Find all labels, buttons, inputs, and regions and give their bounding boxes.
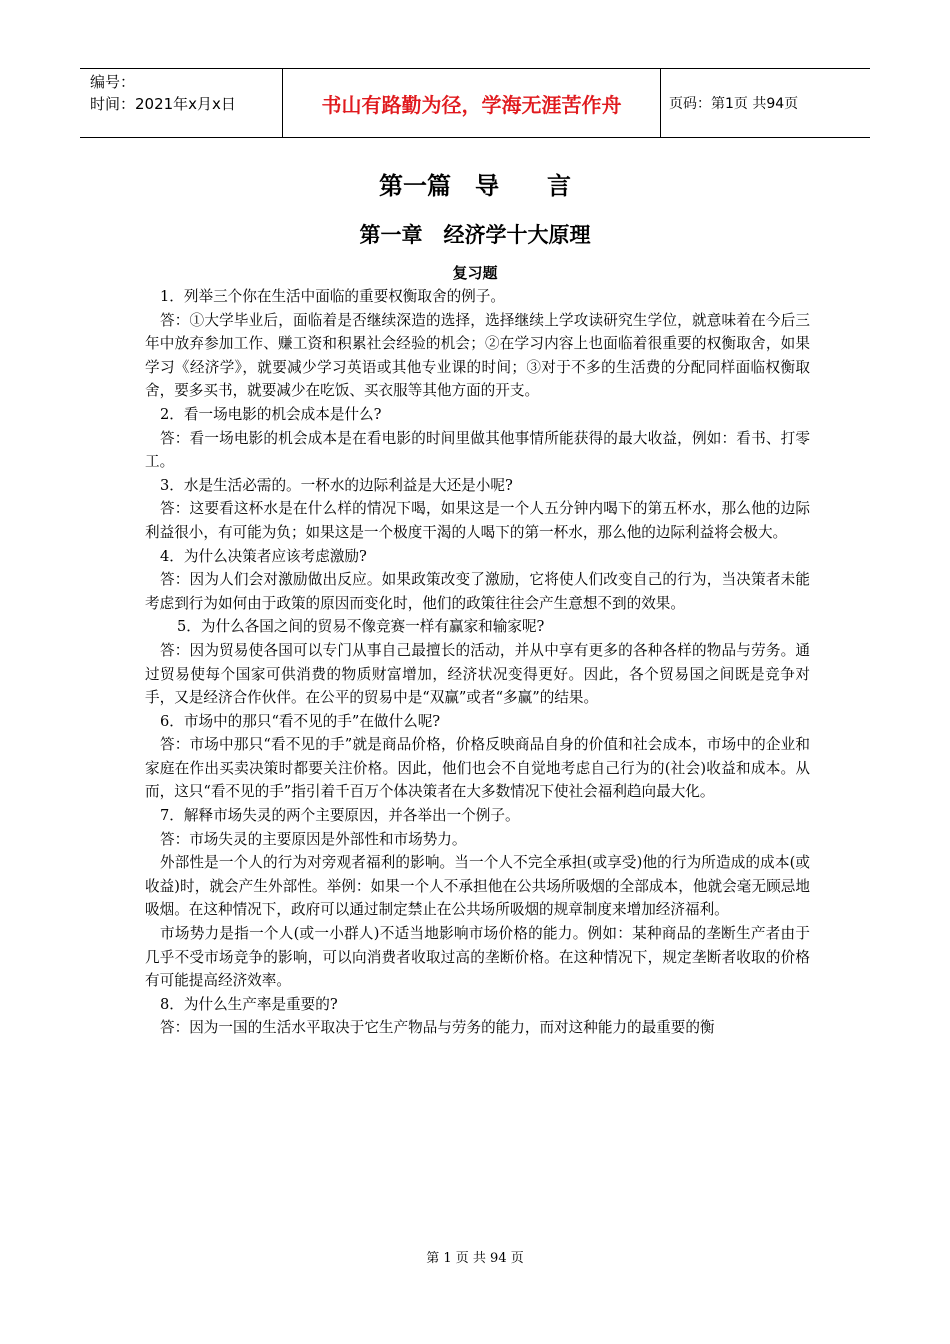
page-info: 页码：第1页 共94页 (669, 96, 799, 112)
section-title: 复习题 (452, 264, 498, 282)
answer-5: 答：因为贸易使各国可以专门从事自己最擅长的活动，并从中享有更多的各种各样的物品与劳务。通过贸易使每个国家可供消费的物质财富增加，经济状况变得更好。因此，各个贸易国之间既是竞争对手，又是经济合作伙伴。在公平的贸易中是“双赢”或者“多赢”的结果。 (145, 641, 810, 707)
answer-7: 答：市场失灵的主要原因是外部性和市场势力。 (160, 830, 467, 848)
question-7: 7．解释市场失灵的两个主要原因，并各举出一个例子。 (160, 807, 520, 825)
document-header (80, 68, 870, 138)
question-8: 8．为什么生产率是重要的? (160, 995, 338, 1013)
chapter-title: 第一章 经济学十大原理 (359, 223, 591, 247)
part-title: 第一篇 导 言 (379, 172, 571, 200)
code-label: 编号： (90, 73, 136, 91)
answer-4: 答：因为人们会对激励做出反应。如果政策改变了激励，它将使人们改变自己的行为，当决策者未能考虑到行为如何由于政策的原因而变化时，他们的政策往往会产生意想不到的效果。 (145, 571, 810, 612)
question-5: 5．为什么各国之间的贸易不像竞赛一样有赢家和输家呢? (177, 618, 545, 636)
question-4: 4．为什么决策者应该考虑激励? (160, 547, 367, 565)
document-body (145, 285, 810, 1040)
answer-1: 答：①大学毕业后，面临着是否继续深造的选择，选择继续上学攻读研究生学位，就意味着在今后三年中放弃参加工作、赚工资和积累社会经验的机会；②在学习内容上也面临着很重要的权衡取舍，如果学习《经济学》，就要减少学习英语或其他专业课的时间；③对于不多的生活费的分配同样面临权衡取舍，要多买书，就要减少在吃饭、买衣服等其他方面的开支。 (145, 311, 810, 400)
question-6: 6．市场中的那只“看不见的手”在做什么呢? (160, 712, 441, 730)
answer-3: 答：这要看这杯水是在什么样的情况下喝，如果这是一个人五分钟内喝下的第五杯水，那么他的边际利益很小，有可能为负；如果这是一个极度干渴的人喝下的第一杯水，那么他的边际利益将会极大。 (145, 500, 810, 541)
answer-6: 答：市场中那只“看不见的手”就是商品价格，价格反映商品自身的价值和社会成本，市场中的企业和家庭在作出买卖决策时都要关注价格。因此，他们也会不自觉地考虑自己行为的(社会)收益和成本。从而，这只“看不见的手”指引着千百万个体决策者在大多数情况下使社会福利趋向最大化。 (145, 736, 810, 801)
header-meta (80, 69, 283, 137)
answer-7-market-power: 市场势力是指一个人(或一小群人)不适当地影响市场价格的能力。例如：某种商品的垄断生产者由于几乎不受市场竞争的影响，可以向消费者收取过高的垄断价格。在这种情况下，规定垄断者收取的价格有可能提高经济效率。 (145, 925, 810, 990)
question-3: 3．水是生活必需的。一杯水的边际利益是大还是小呢? (160, 476, 513, 494)
question-2: 2．看一场电影的机会成本是什么? (160, 405, 382, 423)
question-1: 1．列举三个你在生活中面临的重要权衡取舍的例子。 (160, 288, 505, 305)
page-footer: 第 1 页 共 94 页 (426, 1251, 524, 1266)
time-label: 时间：2021年x月x日 (90, 95, 236, 113)
answer-2: 答：看一场电影的机会成本是在看电影的时间里做其他事情所能获得的最大收益，例如：看书、打零工。 (145, 429, 810, 471)
answer-7-externality: 外部性是一个人的行为对旁观者福利的影响。当一个人不完全承担(或享受)他的行为所造成的成本(或收益)时，就会产生外部性。举例：如果一个人不承担他在公共场所吸烟的全部成本，他就会毫无顾忌地吸烟。在这种情况下，政府可以通过制定禁止在公共场所吸烟的规章制度来增加经济福利。 (145, 854, 810, 919)
answer-8: 答：因为一国的生活水平取决于它生产物品与劳务的能力，而对这种能力的最重要的衡 (160, 1019, 715, 1037)
motto: 书山有路勤为径，学海无涯苦作舟 (283, 69, 661, 137)
